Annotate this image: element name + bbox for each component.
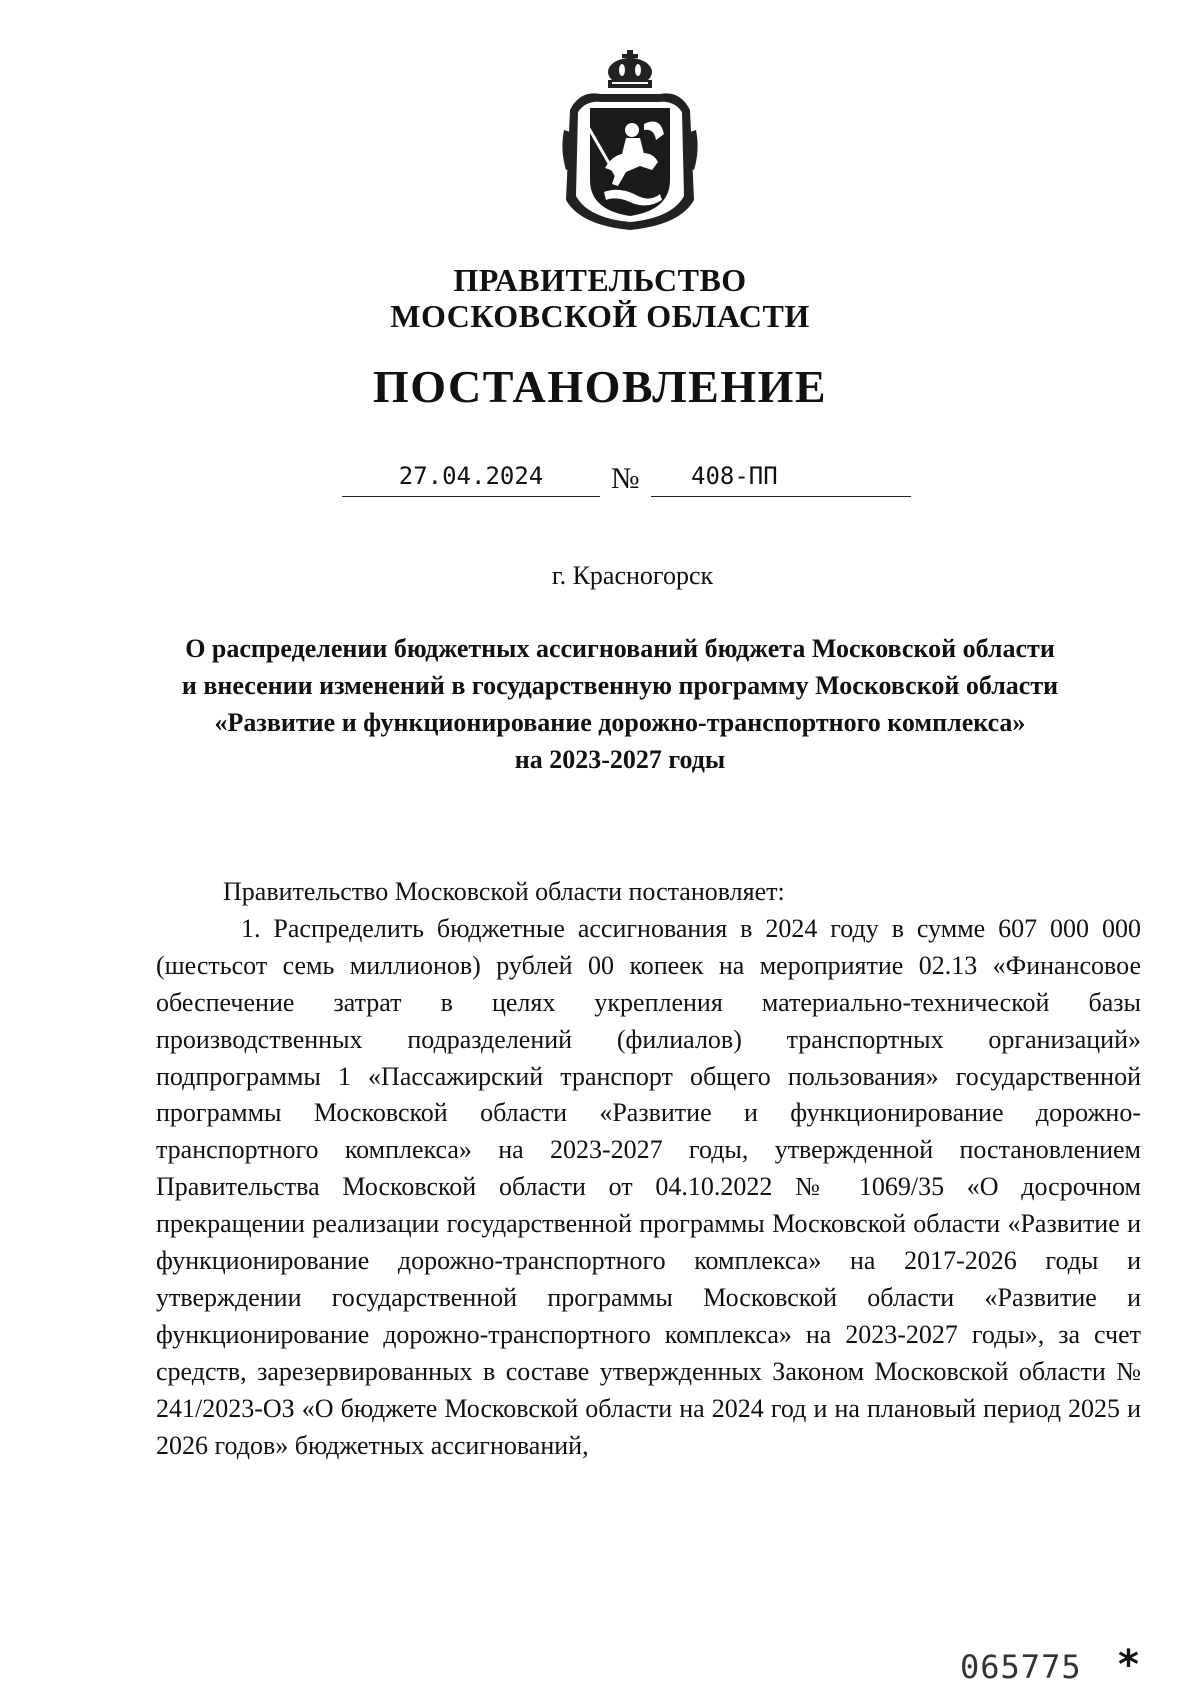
document-body — [156, 874, 1141, 1465]
org-line-2: МОСКОВСКОЙ ОБЛАСТИ — [390, 298, 810, 334]
subject-line-2: и внесении изменений в государственную программу Московской области — [181, 671, 1059, 700]
org-line-1: ПРАВИТЕЛЬСТВО — [453, 262, 747, 298]
body-paragraph-1: 1. Распределить бюджетные ассигнования в 2024 году в сумме 607 000 000 (шестьсот семь миллионов) рублей 00 копеек на мероприятие 02.13 «Финансовое обеспечение затрат в целях укрепления материально-технической базы производственных подразделений (филиалов) транспортных организаций» подпрограммы 1 «Пассажирский транспорт общего пользования» государственной программы Московской области «Развитие и функционирование дорожно-транспортного комплекса» на 2023-2027 годы, утвержденной постановлением Правительства Московской области от 04.10.2022 № 1069/35 «О досрочном прекращении реализации государственной программы Московской области «Развитие и функционирование дорожно-транспортного комплекса» на 2017-2026 годы и утверждении государственной программы Московской области «Развитие и функционирование дорожно-транспортного комплекса» на 2023-2027 годы», за счет средств, зарезервированных в составе утвержденных Законом Московской области № 241/2023-ОЗ «О бюджете Московской области на 2024 год и на плановый период 2025 и 2026 годов» бюджетных ассигнований, — [156, 913, 1141, 1460]
document-subject — [120, 630, 1120, 778]
subject-line-1: О распределении бюджетных ассигнований бюджета Московской области — [185, 634, 1055, 663]
document-type: ПОСТАНОВЛЕНИЕ — [372, 361, 828, 412]
form-serial-number: 065775 — [960, 1648, 1082, 1686]
subject-line-4: на 2023-2027 годы — [514, 745, 726, 774]
coat-of-arms-emblem — [560, 50, 700, 235]
registration-number: 408-ПП — [651, 458, 911, 497]
subject-line-3: «Развитие и функционирование дорожно-транспортного комплекса» — [214, 708, 1026, 737]
serial-asterisk: * — [1118, 1642, 1139, 1688]
number-sign: № — [611, 462, 640, 495]
registration-date: 27.04.2024 — [342, 458, 600, 497]
body-intro: Правительство Московской области постановляет: — [223, 877, 785, 906]
organization-name — [0, 262, 1200, 334]
city-name: г. Красногорск — [551, 561, 714, 590]
